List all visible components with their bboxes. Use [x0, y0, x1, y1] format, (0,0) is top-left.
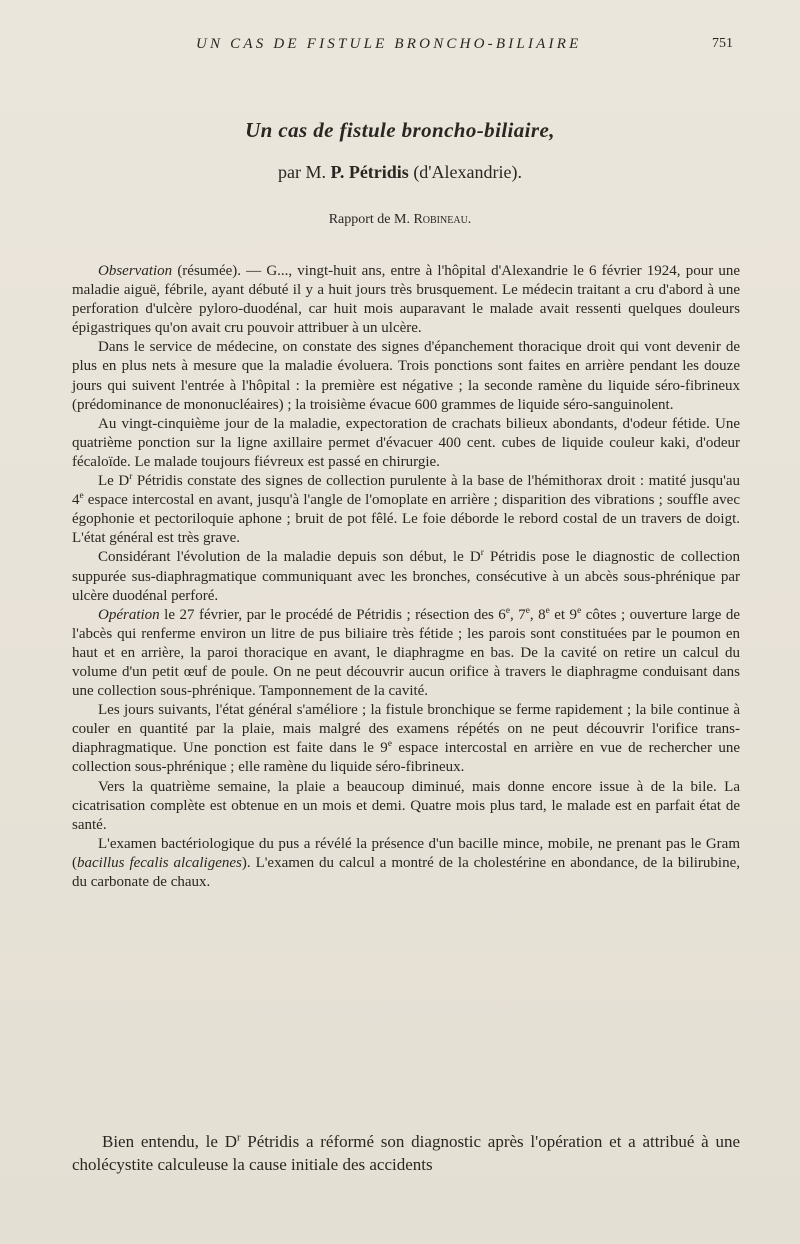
paragraph-text: Pétridis a réformé son diagnostic après l'opération et a attribué à une cholécystite calculeuse la cause initiale des accidents: [72, 1132, 740, 1174]
paragraph-text: côtes ; ouverture large de l'abcès qui renferme environ un litre de pus biliaire très fétide ; les parois sont constituées par le poumon en haut et en arrière, la paroi thoracique en avant, le diaphragme en bas. De la cavité on retire un calcul du volume d'un petit œuf de poule. On ne peut découvrir aucun orifice à travers le diaphragme conduisant dans une collection sous-phrénique. Tamponnement de la cavité.: [72, 606, 741, 700]
paragraph-text: (résumée). — G..., vingt-huit ans, entre à l'hôpital d'Alexandrie le 6 février 1924, pour une maladie aiguë, fébrile, ayant débuté il y a huit jours très brusquement. Le médecin traitant a cru d'abord à une perforation d'ulcère pyloro-duodénal, car huit mois auparavant le malade avait ressenti quelques douleurs épigastriques qu'on avait cru pouvoir attribuer à un ulcère.: [72, 263, 740, 337]
paragraph-text: , 8: [529, 606, 546, 623]
report-prefix: Rapport de M.: [328, 212, 414, 227]
superscript: e: [525, 605, 530, 616]
superscript: e: [387, 739, 392, 750]
paragraph-operation: [72, 606, 740, 701]
paragraph-text: Au vingt-cinquième jour de la maladie, expectoration de crachats bilieux abondants, d'odeur fétide. Une quatrième ponction sur la ligne axillaire permet d'évacuer 400 cent. cubes de liquide couleur kaki, d'odeur fécaloïde. Le malade toujours fiévreux est passé en chirurgie.: [72, 415, 740, 470]
article-title: Un cas de fistule broncho-biliaire,: [245, 118, 555, 142]
paragraph-text: Pétridis pose le diagnostic de collection suppurée sus-diaphragmatique communiquant avec les bronches, consécutive à un abcès sous-phrénique par ulcère duodénal perforé.: [72, 549, 740, 604]
superscript: e: [545, 605, 550, 616]
paragraph-text: Bien entendu, le D: [102, 1132, 237, 1151]
paragraph-text: , 7: [509, 606, 526, 623]
paragraph-lead: Observation: [98, 263, 173, 279]
superscript: r: [480, 548, 484, 559]
running-head: [0, 36, 800, 58]
superscript: e: [505, 605, 510, 616]
paragraph-diagnostic: [72, 548, 740, 605]
paragraph-text: ). L'examen du calcul a montré de la cholestérine en abondance, de la bilirubine, du carbonate de chaux.: [72, 854, 740, 890]
paragraph-bacteriologie: [72, 835, 740, 892]
paragraph-text: Dans le service de médecine, on constate des signes d'épanchement thoracique droit qui vont devenir de plus en plus nets à mesure que la maladie évoluera. Trois ponctions sont faites en arrière pendant les douze jours qui suivent l'entrée à l'hôpital : la première est négative ; la seconde ramène du liquide séro-fibrineux (prédominance de mononucléaires) ; la troisième évacue 600 grammes de liquide séro-sanguinolent.: [72, 339, 740, 413]
paragraph-text: espace intercostal en avant, jusqu'à l'angle de l'omoplate en arrière ; disparition des vibrations ; souffle avec égophonie et pectoriloquie aphone ; bruit de pot fêlé. Le foie déborde le rebord costal de un travers de doigt. L'état général est très grave.: [72, 492, 740, 547]
report-suffix: .: [467, 212, 472, 227]
species-name: bacillus fecalis alcaligenes: [77, 854, 242, 871]
byline: [0, 162, 800, 183]
paragraph-cicatrisation: [72, 778, 740, 835]
author-name: P. Pétridis: [330, 162, 409, 182]
paragraph-text: le 27 février, par le procédé de Pétridis ; résection des 6: [159, 606, 506, 623]
byline-suffix: (d'Alexandrie).: [408, 162, 523, 182]
paragraph-suites: [72, 701, 740, 777]
paragraph-medecine: [72, 338, 740, 414]
superscript: r: [236, 1132, 241, 1144]
paragraph-text: L'examen bactériologique du pus a révélé la présence d'un bacille mince, mobile, ne prenant pas le Gram (: [72, 835, 740, 871]
paragraph-text: Vers la quatrième semaine, la plaie a beaucoup diminué, mais donne encore issue à de la bile. La cicatrisation complète est obtenue en un mois et demi. Quatre mois plus tard, le malade est en parfait état de santé.: [72, 778, 740, 833]
reporter-name: Robineau: [413, 212, 468, 227]
paragraph-signes: [72, 472, 740, 548]
paragraph-text: Les jours suivants, l'état général s'améliore ; la fistule bronchique se ferme rapidement ; la bile continue à couler en quantité par la plaie, mais malgré des examens répétés on ne peut découvrir l'orifice trans-diaphragmatique. Une ponction est faite dans le 9: [72, 702, 740, 757]
paragraph-observation: [72, 262, 740, 338]
paragraph-text: Considérant l'évolution de la maladie depuis son début, le D: [98, 549, 481, 566]
paragraph-lead: Opération: [98, 606, 160, 623]
page-number: 751: [712, 36, 733, 51]
byline-prefix: par M.: [277, 162, 331, 182]
report-line: [0, 212, 800, 228]
paragraph-closing: [72, 1130, 740, 1176]
superscript: r: [129, 472, 133, 483]
superscript: e: [577, 605, 582, 616]
running-title: UN CAS DE FISTULE BRONCHO-BILIAIRE: [196, 36, 582, 52]
superscript: e: [79, 491, 84, 502]
paragraph-text: Le D: [98, 473, 130, 490]
paragraph-expectoration: [72, 415, 740, 472]
paragraph-text: espace intercostal en arrière en vue de rechercher une collection sous-phrénique ; elle ramène du liquide séro-fibrineux.: [72, 740, 740, 776]
closing-text: [72, 1130, 740, 1176]
paragraph-text: et 9: [549, 606, 578, 623]
paragraph-text: Pétridis constate des signes de collection purulente à la base de l'hémithorax droit : matité jusqu'au 4: [72, 473, 740, 509]
article-body: [72, 262, 740, 892]
